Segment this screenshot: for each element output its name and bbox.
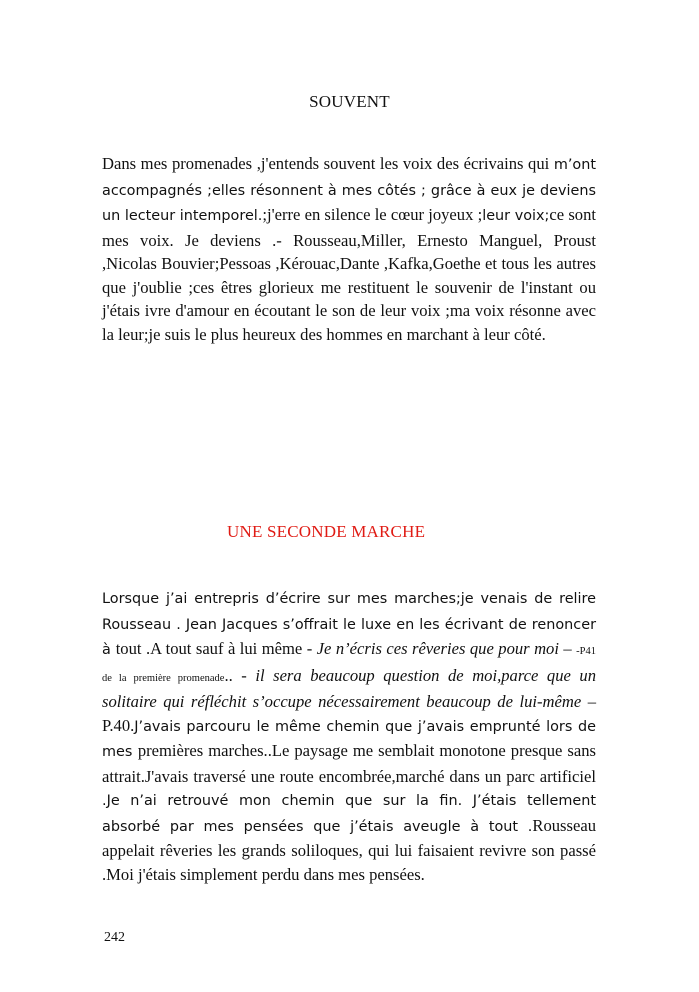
text-run: ce sont mes voix. Je deviens .- Rousseau,Miller, Ernesto Manguel, Proust ,Nicolas Bouvier;Pessoas ,Kérouac,Dante ,Kafka,Goethe et tous les autres que j'oublie ;ces êtres glorieux me restituent le souvenir de l'instant ou j'étais ivre d'amour en écoutant le son de leur voix ;ma voix résonne avec la leur;je suis le plus heureux des hommes en marchant à leur côté. <box>102 205 596 344</box>
text-run: leur voix; <box>482 208 550 224</box>
text-run: Lorsque j’ai entrepris d’écrire sur mes marches;je venais de relire Rousseau . Jean Jacques s’offrait le luxe en les écrivant de renoncer à <box>102 591 596 658</box>
text-run: tout .A tout sauf à lui même - <box>115 639 317 658</box>
text-run: – P.40. <box>102 692 596 735</box>
text-run: Dans mes promenades ,j'entends souvent les voix des écrivains qui <box>102 154 554 173</box>
paragraph-souvent <box>102 152 596 346</box>
paragraph-seconde-marche <box>102 586 596 886</box>
text-run: ;j'erre en silence le cœur joyeux ; <box>262 205 483 224</box>
section-title-seconde-marche: UNE SECONDE MARCHE <box>227 522 426 541</box>
page-number: 242 <box>104 930 125 945</box>
text-run: .. - <box>224 665 256 685</box>
quote-text: Je n’écris ces rêveries que pour moi <box>316 639 559 658</box>
text-run: Rousseau appelait rêveries les grands soliloques, qui lui faisaient revivre son passé .Moi j'étais simplement perdu dans mes pensées. <box>102 815 596 884</box>
quote-text: il sera beaucoup question de moi,parce que un solitaire qui réfléchit s’occupe nécessairement beaucoup de lui-même <box>102 665 597 711</box>
text-run: premières marches..Le paysage me semblait monotone presque sans attrait.J'avais traversé une route encombrée,marché dans un parc artificiel <box>102 741 596 786</box>
text-run: .Je n’ai retrouvé mon chemin que sur la fin. J’étais tellement absorbé par mes pensées que j’étais aveugle à tout . <box>102 793 596 835</box>
text-run: – <box>558 639 577 658</box>
text-run: m’ont accompagnés ;elles résonnent à mes côtés ; grâce à eux je deviens un lecteur intemporel. <box>102 157 596 224</box>
section-title-souvent: SOUVENT <box>309 92 390 111</box>
reference-note: -P41 de la première promenade <box>102 646 596 684</box>
text-run: J’avais parcouru le même chemin que j’avais emprunté lors de mes <box>102 718 596 760</box>
